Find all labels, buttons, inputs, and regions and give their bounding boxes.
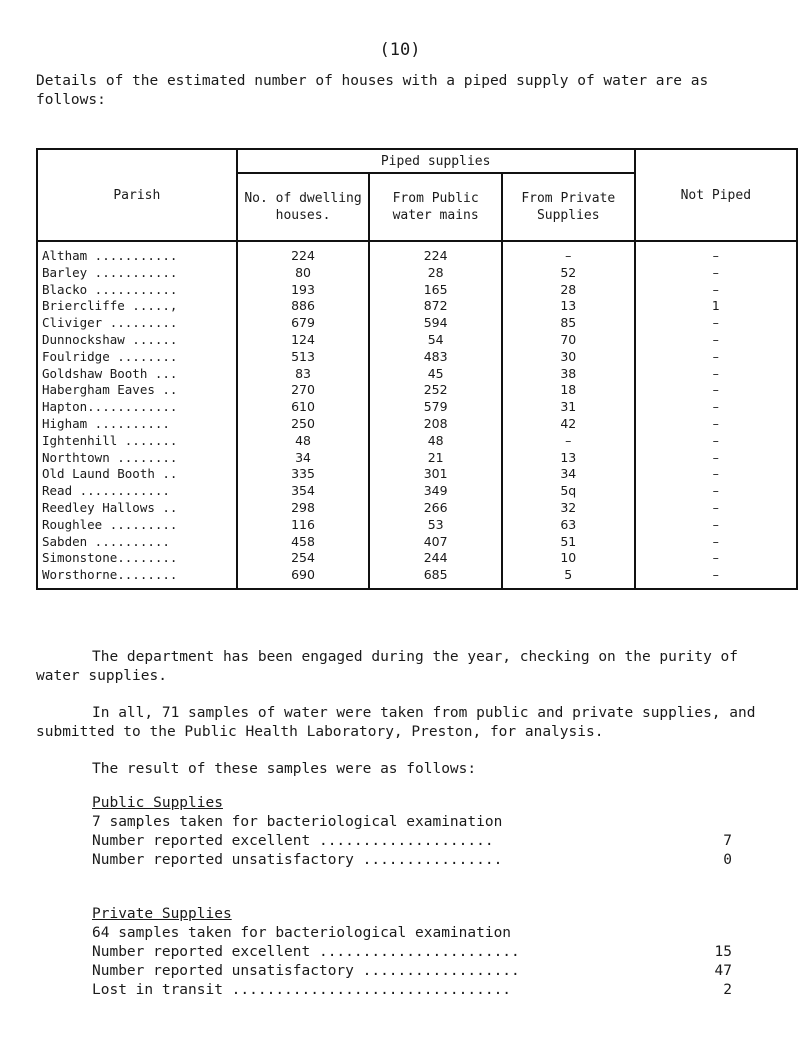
cell-parish: Goldshaw Booth ... xyxy=(37,366,237,383)
cell-dwellings: 254 xyxy=(237,550,370,567)
page-number: (10) xyxy=(379,40,421,60)
cell-not-piped: – xyxy=(635,332,797,349)
private-unsatisfactory-label: Number reported unsatisfactory .................. xyxy=(92,963,520,979)
intro-text: Details of the estimated number of houses with a piped supply of water are as follows: xyxy=(36,73,709,108)
cell-not-piped: – xyxy=(635,567,797,589)
cell-parish: Reedley Hallows .. xyxy=(37,500,237,517)
cell-private: 51 xyxy=(502,534,635,551)
cell-public: 872 xyxy=(369,298,502,315)
cell-not-piped: – xyxy=(635,399,797,416)
cell-dwellings: 250 xyxy=(237,416,370,433)
public-samples-taken: 7 samples taken for bacteriological examination xyxy=(92,814,503,830)
cell-dwellings: 679 xyxy=(237,315,370,332)
cell-parish: Roughlee ......... xyxy=(37,517,237,534)
cell-dwellings: 34 xyxy=(237,450,370,467)
cell-parish: Sabden .......... xyxy=(37,534,237,551)
public-excellent-label: Number reported excellent .................... xyxy=(92,833,494,849)
cell-dwellings: 124 xyxy=(237,332,370,349)
cell-parish: Dunnockshaw ...... xyxy=(37,332,237,349)
cell-parish: Old Laund Booth .. xyxy=(37,466,237,483)
cell-dwellings: 193 xyxy=(237,282,370,299)
cell-not-piped: – xyxy=(635,534,797,551)
private-excellent-value: 15 xyxy=(714,944,732,960)
cell-private: 85 xyxy=(502,315,635,332)
cell-public: 28 xyxy=(369,265,502,282)
cell-public: 685 xyxy=(369,567,502,589)
cell-private: 10 xyxy=(502,550,635,567)
public-unsatisfactory-line xyxy=(92,851,732,870)
table-row xyxy=(37,517,797,534)
cell-public: 407 xyxy=(369,534,502,551)
cell-public: 594 xyxy=(369,315,502,332)
cell-not-piped: – xyxy=(635,349,797,366)
table-row xyxy=(37,382,797,399)
cell-private: 52 xyxy=(502,265,635,282)
table-row xyxy=(37,433,797,450)
cell-parish: Hapton............ xyxy=(37,399,237,416)
cell-dwellings: 224 xyxy=(237,241,370,265)
table-row xyxy=(37,450,797,467)
cell-not-piped: – xyxy=(635,416,797,433)
cell-private: 18 xyxy=(502,382,635,399)
cell-parish: Northtown ........ xyxy=(37,450,237,467)
private-excellent-label: Number reported excellent ....................... xyxy=(92,944,520,960)
cell-parish: Higham .......... xyxy=(37,416,237,433)
private-unsatisfactory-line xyxy=(92,962,732,981)
cell-public: 244 xyxy=(369,550,502,567)
cell-dwellings: 116 xyxy=(237,517,370,534)
header-piped-supplies: Piped supplies xyxy=(237,149,635,173)
header-parish: Parish xyxy=(37,149,237,241)
cell-not-piped: – xyxy=(635,382,797,399)
header-public: From Public water mains xyxy=(369,173,502,241)
header-private: From Private Supplies xyxy=(502,173,635,241)
cell-not-piped: – xyxy=(635,517,797,534)
cell-not-piped: – xyxy=(635,366,797,383)
table-row xyxy=(37,416,797,433)
cell-dwellings: 690 xyxy=(237,567,370,589)
cell-private: 42 xyxy=(502,416,635,433)
cell-private: 30 xyxy=(502,349,635,366)
cell-dwellings: 80 xyxy=(237,265,370,282)
cell-public: 224 xyxy=(369,241,502,265)
cell-private: 13 xyxy=(502,450,635,467)
cell-parish: Cliviger ......... xyxy=(37,315,237,332)
table-row xyxy=(37,349,797,366)
public-excellent-line xyxy=(92,832,732,851)
cell-parish: Barley ........... xyxy=(37,265,237,282)
table-body xyxy=(37,241,797,589)
cell-parish: Blacko ........... xyxy=(37,282,237,299)
cell-parish: Habergham Eaves .. xyxy=(37,382,237,399)
table-row xyxy=(37,550,797,567)
cell-private: 38 xyxy=(502,366,635,383)
table-row xyxy=(37,366,797,383)
cell-dwellings: 48 xyxy=(237,433,370,450)
private-supplies-heading: Private Supplies xyxy=(92,906,232,922)
cell-dwellings: 270 xyxy=(237,382,370,399)
cell-public: 54 xyxy=(369,332,502,349)
cell-private: 5 xyxy=(502,567,635,589)
public-unsatisfactory-value: 0 xyxy=(723,852,732,868)
table-row xyxy=(37,282,797,299)
paragraph-department: The department has been engaged during the year, checking on the purity of water supplies. xyxy=(36,649,739,684)
water-supply-table xyxy=(36,148,798,590)
cell-parish: Ightenhill ....... xyxy=(37,433,237,450)
cell-private: 34 xyxy=(502,466,635,483)
cell-private: 28 xyxy=(502,282,635,299)
private-samples-taken: 64 samples taken for bacteriological examination xyxy=(92,925,512,941)
cell-public: 165 xyxy=(369,282,502,299)
header-dwellings: No. of dwelling houses. xyxy=(237,173,370,241)
cell-not-piped: – xyxy=(635,500,797,517)
public-supplies-heading: Public Supplies xyxy=(92,795,223,811)
header-not-piped: Not Piped xyxy=(635,149,797,241)
cell-not-piped: – xyxy=(635,282,797,299)
cell-dwellings: 886 xyxy=(237,298,370,315)
cell-public: 252 xyxy=(369,382,502,399)
cell-private: – xyxy=(502,433,635,450)
cell-parish: Simonstone........ xyxy=(37,550,237,567)
cell-not-piped: – xyxy=(635,315,797,332)
cell-private: 70 xyxy=(502,332,635,349)
cell-not-piped: – xyxy=(635,550,797,567)
cell-public: 208 xyxy=(369,416,502,433)
cell-not-piped: – xyxy=(635,241,797,265)
cell-not-piped: – xyxy=(635,265,797,282)
cell-private: 13 xyxy=(502,298,635,315)
private-supplies-section xyxy=(92,905,732,1000)
cell-public: 21 xyxy=(369,450,502,467)
table-row xyxy=(37,500,797,517)
public-unsatisfactory-label: Number reported unsatisfactory ................ xyxy=(92,852,503,868)
table-row xyxy=(37,332,797,349)
cell-not-piped: – xyxy=(635,433,797,450)
cell-dwellings: 513 xyxy=(237,349,370,366)
cell-dwellings: 354 xyxy=(237,483,370,500)
paragraph-samples: In all, 71 samples of water were taken from public and private supplies, and submitted to the Public Health Laboratory, Preston, for analysis. xyxy=(36,705,756,740)
cell-dwellings: 298 xyxy=(237,500,370,517)
cell-parish: Foulridge ........ xyxy=(37,349,237,366)
cell-not-piped: – xyxy=(635,450,797,467)
cell-public: 483 xyxy=(369,349,502,366)
table-row xyxy=(37,534,797,551)
cell-public: 301 xyxy=(369,466,502,483)
public-excellent-value: 7 xyxy=(723,833,732,849)
private-unsatisfactory-value: 47 xyxy=(714,963,732,979)
cell-parish: Read ............ xyxy=(37,483,237,500)
cell-private: 32 xyxy=(502,500,635,517)
cell-private: 5q xyxy=(502,483,635,500)
table-row xyxy=(37,265,797,282)
cell-parish: Altham ........... xyxy=(37,241,237,265)
cell-public: 349 xyxy=(369,483,502,500)
cell-private: – xyxy=(502,241,635,265)
private-excellent-line xyxy=(92,943,732,962)
lost-in-transit-value: 2 xyxy=(723,982,732,998)
paragraph-results-intro: The result of these samples were as follows: xyxy=(92,761,477,777)
table-row xyxy=(37,567,797,589)
cell-public: 45 xyxy=(369,366,502,383)
cell-dwellings: 610 xyxy=(237,399,370,416)
cell-dwellings: 83 xyxy=(237,366,370,383)
cell-public: 266 xyxy=(369,500,502,517)
cell-not-piped: – xyxy=(635,483,797,500)
table-row xyxy=(37,466,797,483)
cell-not-piped: 1 xyxy=(635,298,797,315)
cell-parish: Briercliffe ....., xyxy=(37,298,237,315)
lost-in-transit-line xyxy=(92,981,732,1000)
lost-in-transit-label: Lost in transit ................................ xyxy=(92,982,512,998)
cell-public: 48 xyxy=(369,433,502,450)
table-row xyxy=(37,483,797,500)
table-row xyxy=(37,315,797,332)
table-row xyxy=(37,399,797,416)
cell-public: 579 xyxy=(369,399,502,416)
table-row xyxy=(37,298,797,315)
cell-private: 31 xyxy=(502,399,635,416)
cell-dwellings: 458 xyxy=(237,534,370,551)
public-supplies-section xyxy=(92,794,732,870)
cell-private: 63 xyxy=(502,517,635,534)
cell-not-piped: – xyxy=(635,466,797,483)
cell-public: 53 xyxy=(369,517,502,534)
cell-dwellings: 335 xyxy=(237,466,370,483)
table-row xyxy=(37,241,797,265)
cell-parish: Worsthorne........ xyxy=(37,567,237,589)
